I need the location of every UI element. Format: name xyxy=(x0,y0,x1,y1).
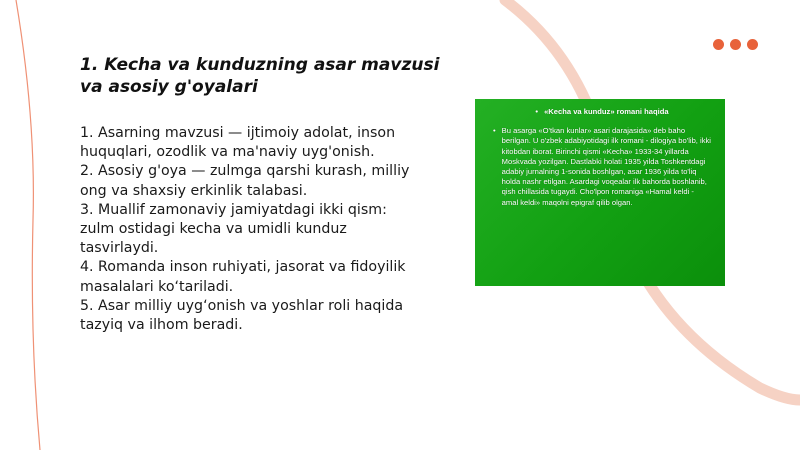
dot-2 xyxy=(730,39,741,50)
card-heading xyxy=(493,107,711,117)
card-body-text: Bu asarga «O'tkan kunlar» asari darajasida» deb baho berilgan. U o'zbek adabiyotidagi ilk romani - dilogiya bo'lib, ikki kitobdan iborat. Birinchi qismi «Kecha» 1933-34 yillarda Moskvada yozilgan. Dastlabki holati 1935 yilda Toshkentdagi adabiy jurnalning 1-sonida boshlgan, asar 1936 yilda to'liq holda nashr etilgan. Asardagi voqealar ilk bahorda boshlanib, qish chillasida tugaydi. Cho'lpon romaniga «Hamal keldi - amal keldi» maqolni epigraf qilib olgan. xyxy=(501,126,711,207)
point-4: 4. Romanda inson ruhiyati, jasorat va fidoyilik masalalari ko‘tariladi. xyxy=(80,259,406,295)
card-body xyxy=(493,126,711,208)
card-body-bullet: • xyxy=(493,126,496,136)
slide-body xyxy=(80,124,425,335)
info-card xyxy=(475,99,725,286)
card-heading-text: «Kecha va kunduz» romani haqida xyxy=(544,107,669,116)
point-1: 1. Asarning mavzusi — ijtimoiy adolat, inson huquqlari, ozodlik va ma'naviy uyg'onish. xyxy=(80,125,396,161)
dots-icon xyxy=(713,39,758,50)
point-2: 2. Asosiy g'oya — zulmga qarshi kurash, milliy ong va shaxsiy erkinlik talabasi. xyxy=(80,163,410,199)
card-heading-bullet: • xyxy=(535,107,539,116)
point-3: 3. Muallif zamonaviy jamiyatdagi ikki qism: zulm ostidagi kecha va umidli kunduz tasvirlaydi. xyxy=(80,201,387,257)
slide-title: 1. Kecha va kunduzning asar mavzusi va asosiy g'oyalari xyxy=(80,55,440,97)
point-5: 5. Asar milliy uyg‘onish va yoshlar roli haqida tazyiq va ilhom beradi. xyxy=(80,297,404,334)
dot-1 xyxy=(713,39,724,50)
dot-3 xyxy=(747,39,758,50)
decorative-line-left xyxy=(16,0,40,450)
